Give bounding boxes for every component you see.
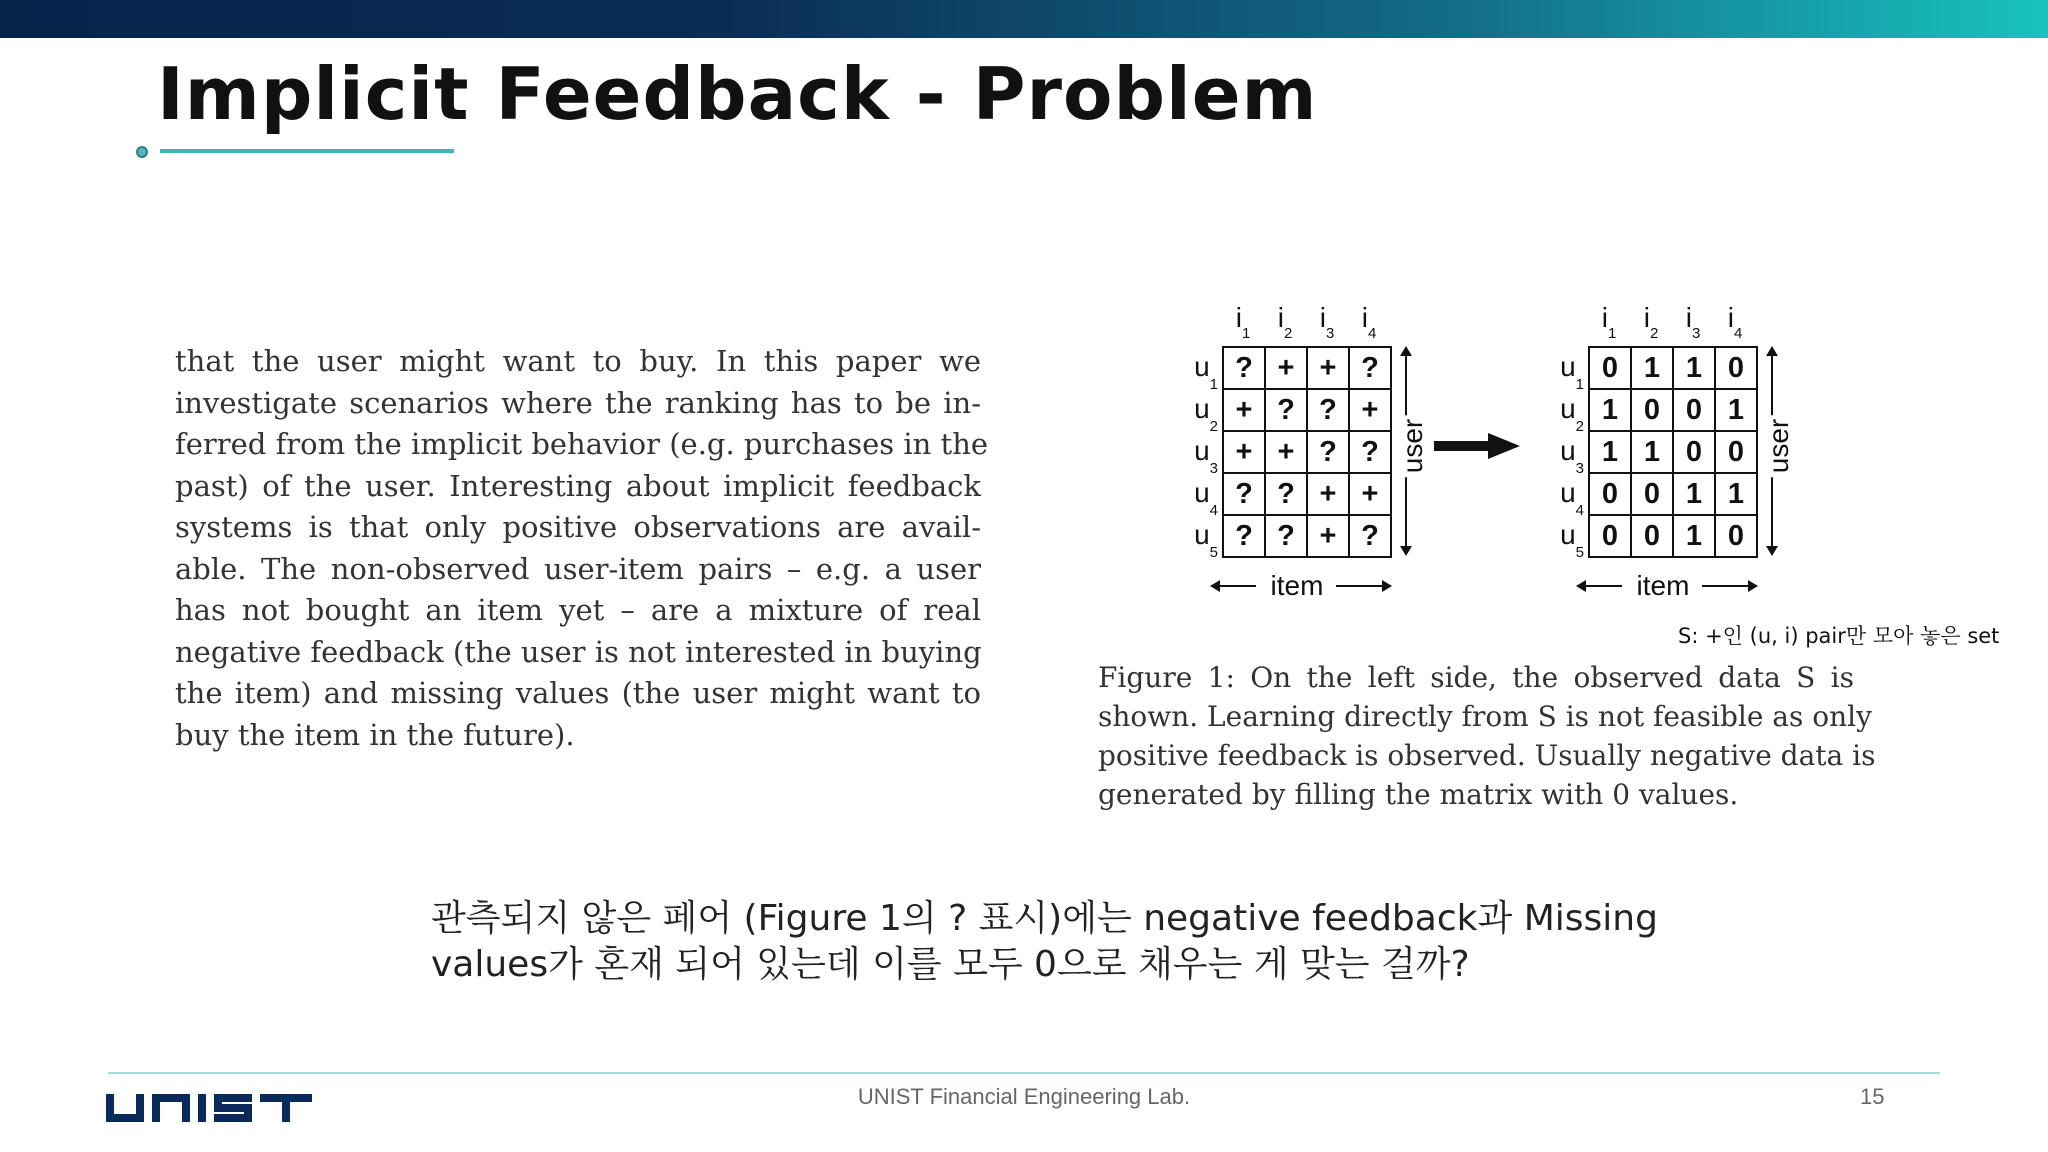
item-column-headers: [1588, 302, 1756, 340]
paper-line: past) of the user. Interesting about implicit feedback: [175, 468, 981, 503]
matrix-cell: 1: [1590, 390, 1632, 432]
item-header-3: $i_3$: [1319, 302, 1335, 342]
matrix-cell: 0: [1590, 474, 1632, 516]
user-row-headers: [1546, 346, 1588, 561]
lab-name: UNIST Financial Engineering Lab.: [857, 1084, 1191, 1109]
matrix-cell: 0: [1716, 432, 1758, 474]
matrix-cell: ?: [1224, 474, 1266, 516]
filled-matrix-figure: [1546, 302, 1816, 606]
matrix-cell: ?: [1350, 432, 1392, 474]
caption-line: Figure 1: On the left side, the observed data S is: [1098, 661, 1854, 694]
matrix-cell: +: [1224, 390, 1266, 432]
observed-matrix-grid: [1222, 346, 1392, 558]
item-header-1: $i_1$: [1601, 302, 1617, 342]
question-line: 관측되지 않은 페어 (Figure 1의 ? 표시)에는 negative feedback과 Missing: [431, 898, 1658, 939]
paper-line: negative feedback (the user is not interested in buying: [175, 634, 982, 669]
user-header-5: $u_5$: [1560, 519, 1584, 561]
matrix-cell: +: [1266, 432, 1308, 474]
caption-line: positive feedback is observed. Usually negative data is: [1098, 739, 1876, 772]
item-axis-line: [1216, 585, 1256, 587]
paper-excerpt: [175, 341, 989, 756]
transform-arrow-icon: [1434, 433, 1520, 459]
paper-line: the item) and missing values (the user might want to: [175, 676, 981, 710]
paper-line: that the user might want to buy. In this paper we: [175, 344, 981, 378]
slide-title: Implicit Feedback - Problem: [157, 52, 1318, 136]
item-axis-line: [1336, 585, 1384, 587]
matrix-cell: 0: [1632, 516, 1674, 558]
question-line: values가 혼재 되어 있는데 이를 모두 0으로 채우는 게 맞는 걸까?: [431, 944, 1470, 985]
matrix-cell: 0: [1590, 348, 1632, 390]
caption-line: shown. Learning directly from S is not feasible as only: [1098, 700, 1872, 733]
matrix-cell: ?: [1224, 348, 1266, 390]
paper-line: buy the item in the future).: [175, 717, 575, 752]
matrix-cell: +: [1350, 390, 1392, 432]
arrow-down-icon: [1400, 546, 1412, 556]
user-header-2: $u_2$: [1560, 393, 1584, 435]
user-axis: [1398, 346, 1438, 556]
matrix-cell: 0: [1590, 516, 1632, 558]
matrix-cell: 0: [1716, 348, 1758, 390]
matrix-cell: +: [1308, 348, 1350, 390]
user-header-5: $u_5$: [1194, 519, 1218, 561]
paper-line: has not bought an item yet – are a mixture of real: [175, 593, 981, 627]
item-axis-label: item: [1270, 570, 1324, 601]
matrix-cell: ?: [1350, 348, 1392, 390]
user-axis: [1764, 346, 1804, 556]
arrow-up-icon: [1766, 346, 1778, 356]
matrix-cell: ?: [1266, 516, 1308, 558]
arrow-up-icon: [1400, 346, 1412, 356]
item-column-headers: [1222, 302, 1390, 340]
matrix-cell: 1: [1674, 516, 1716, 558]
matrix-cell: 0: [1632, 474, 1674, 516]
title-underline: [160, 149, 454, 153]
matrix-cell: +: [1308, 474, 1350, 516]
title-bullet-dot: [136, 146, 148, 158]
matrix-cell: 1: [1632, 348, 1674, 390]
matrix-cell: 1: [1590, 432, 1632, 474]
matrix-cell: 0: [1674, 432, 1716, 474]
matrix-cell: 0: [1674, 390, 1716, 432]
arrow-down-icon: [1766, 546, 1778, 556]
user-header-3: $u_3$: [1560, 435, 1584, 477]
user-axis-label: user: [1399, 415, 1427, 477]
matrix-cell: +: [1266, 348, 1308, 390]
item-header-4: $i_4$: [1727, 302, 1743, 342]
item-header-2: $i_2$: [1277, 302, 1293, 342]
item-header-3: $i_3$: [1685, 302, 1701, 342]
filled-matrix-grid: [1588, 346, 1758, 558]
user-header-1: $u_1$: [1194, 351, 1218, 393]
matrix-cell: ?: [1308, 432, 1350, 474]
item-axis: [1576, 568, 1756, 604]
paper-line: investigate scenarios where the ranking has to be in-: [175, 385, 981, 420]
user-header-2: $u_2$: [1194, 393, 1218, 435]
matrix-cell: 1: [1674, 474, 1716, 516]
user-row-headers: [1180, 346, 1222, 561]
matrix-cell: 1: [1632, 432, 1674, 474]
user-axis-label: user: [1765, 415, 1793, 477]
matrix-cell: 0: [1716, 516, 1758, 558]
matrix-cell: +: [1308, 516, 1350, 558]
arrow-right-icon: [1748, 580, 1758, 592]
matrix-cell: ?: [1224, 516, 1266, 558]
paper-line: systems is that only positive observations are avail-: [175, 510, 981, 544]
user-header-4: $u_4$: [1194, 477, 1218, 519]
item-axis: [1210, 568, 1390, 604]
question-text: [431, 896, 1658, 988]
user-header-1: $u_1$: [1560, 351, 1584, 393]
arrow-right-icon: [1382, 580, 1392, 592]
item-axis-label: item: [1636, 570, 1690, 601]
top-gradient-bar: [0, 0, 2048, 38]
matrix-cell: 1: [1716, 390, 1758, 432]
item-axis-line: [1582, 585, 1622, 587]
footer-divider: [108, 1072, 1940, 1074]
matrix-cell: +: [1350, 474, 1392, 516]
item-header-4: $i_4$: [1361, 302, 1377, 342]
caption-line: generated by filling the matrix with 0 values.: [1098, 778, 1739, 811]
matrix-cell: +: [1224, 432, 1266, 474]
figure-caption: [1098, 658, 1876, 814]
matrix-cell: ?: [1350, 516, 1392, 558]
paper-line: ferred from the implicit behavior (e.g. purchases in the: [175, 427, 989, 461]
matrix-cell: 1: [1716, 474, 1758, 516]
item-axis-line: [1702, 585, 1750, 587]
matrix-cell: 0: [1632, 390, 1674, 432]
user-header-4: $u_4$: [1560, 477, 1584, 519]
matrix-cell: 1: [1674, 348, 1716, 390]
page-number: 15: [1860, 1084, 1885, 1109]
set-annotation: S: +인 (u, i) pair만 모아 놓은 set: [1678, 624, 2000, 648]
item-header-2: $i_2$: [1643, 302, 1659, 342]
matrix-cell: ?: [1266, 474, 1308, 516]
paper-line: able. The non-observed user-item pairs – e.g. a user: [175, 551, 981, 586]
observed-matrix-figure: [1180, 302, 1450, 606]
user-header-3: $u_3$: [1194, 435, 1218, 477]
matrix-cell: ?: [1266, 390, 1308, 432]
matrix-cell: ?: [1308, 390, 1350, 432]
item-header-1: $i_1$: [1235, 302, 1251, 342]
